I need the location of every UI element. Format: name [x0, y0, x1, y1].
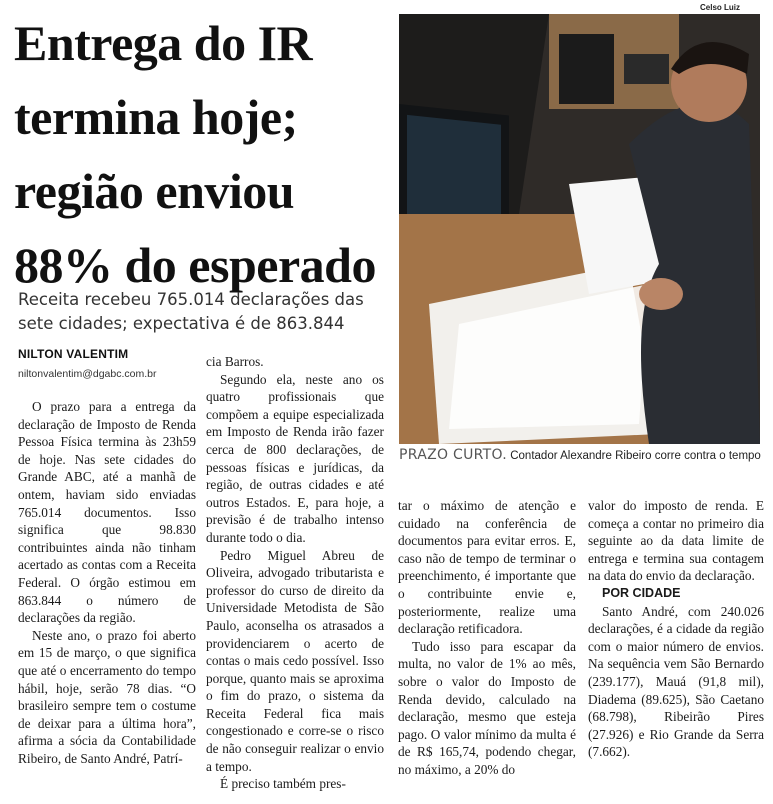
paragraph-2: Neste ano, o prazo foi aberto em 15 de março, o que significa que até o encerramento do tempo hábil, hoje, serão 78 dias. “O brasileiro sempre tem o costume de deixar para a última hora”, afirma a sócia da Contabilidade Ribeiro, de Santo André, Patrí- — [18, 627, 196, 766]
paragraph-1: O prazo para a entrega da declaração de Imposto de Renda Pessoa Física termina às 23h59 de hoje. Nas sete cidades do Grande ABC, até a manhã de ontem, haviam sido enviadas 765.014 documentos. Isso significa que 98.830 contribuintes ainda não tinham acertado as contas com a Receita Federal. O órgão estimou em 863.844 o número de declarações da região. — [18, 399, 196, 626]
paragraph-5: É preciso também pres- — [220, 776, 346, 792]
paragraph-5-cont: tar o máximo de atenção e cuidado na conferência de documentos para evitar erros. E, caso não de tempo de terminar o preenchimento, é importante que o contribuinte envie e, posteriormente, realize uma declaração retificadora. — [398, 498, 576, 637]
paragraph-6: Tudo isso para escapar da multa, no valor de 1% ao mês, sobre o valor do Imposto de Renda devido, calculado na declaração, mesmo que esteja pago. O valor mínimo da multa é de R$ 165,74, podendo chegar, no máximo, a 20% do — [398, 638, 576, 777]
author-email: niltonvalentim@dgabc.com.br — [18, 368, 157, 380]
author-byline: NILTON VALENTIM — [18, 347, 129, 361]
caption-text: Contador Alexandre Ribeiro corre contra o tempo — [510, 450, 761, 462]
article-column-1 — [18, 398, 196, 767]
article-column-2 — [206, 353, 384, 793]
paragraph-3: Segundo ela, neste ano os quatro profissionais que compõem a equipe especializada em Imposto de Renda irão fazer cerca de 800 declarações, de pessoas físicas e jurídicas, da região, de outras cidades e até outros Estados. E, para hoje, a previsão é de trabalho intenso durante todo o dia. — [206, 371, 384, 545]
photo-credit: Celso Luiz — [700, 3, 741, 12]
section-title: POR CIDADE — [602, 585, 681, 600]
caption-tag: PRAZO CURTO. — [399, 447, 508, 463]
subheadline: Receita recebeu 765.014 declarações das sete cidades; expectativa é de 863.844 — [18, 290, 364, 333]
article-column-3 — [398, 497, 576, 779]
article-photo — [399, 14, 760, 444]
article-column-4 — [588, 497, 764, 761]
photo-accountant-with-papers — [399, 14, 760, 444]
photo-caption — [399, 447, 769, 463]
paragraph-2-cont: cia Barros. — [206, 354, 264, 369]
paragraph-4: Pedro Miguel Abreu de Oliveira, advogado tributarista e professor do curso de direito da Universidade Metodista de São Paulo, aconselha os atrasados a providenciarem o acerto de contas o mais cedo possível. Isso porque, quanto mais se aproxima o fim do prazo, o sistema da Receita Federal fica mais congestionado e corre-se o risco de não conseguir realizar o envio a tempo. — [206, 547, 384, 774]
paragraph-6-cont: valor do imposto de renda. E começa a contar no primeiro dia seguinte ao da data limite de entrega e termina sua contagem na data do envio da declaração. — [588, 498, 764, 584]
headline: Entrega do IR termina hoje; região enviou 88% do esperado — [14, 15, 376, 293]
paragraph-7: Santo André, com 240.026 declarações, é a cidade da região com o maior número de envios. Na sequência vem São Bernardo (239.177), Mauá (91,8 mil), Diadema (89.625), São Caetano (68.798), Ribeirão Pires (27.926) e Rio Grande da Serra (7.662). — [588, 603, 764, 760]
